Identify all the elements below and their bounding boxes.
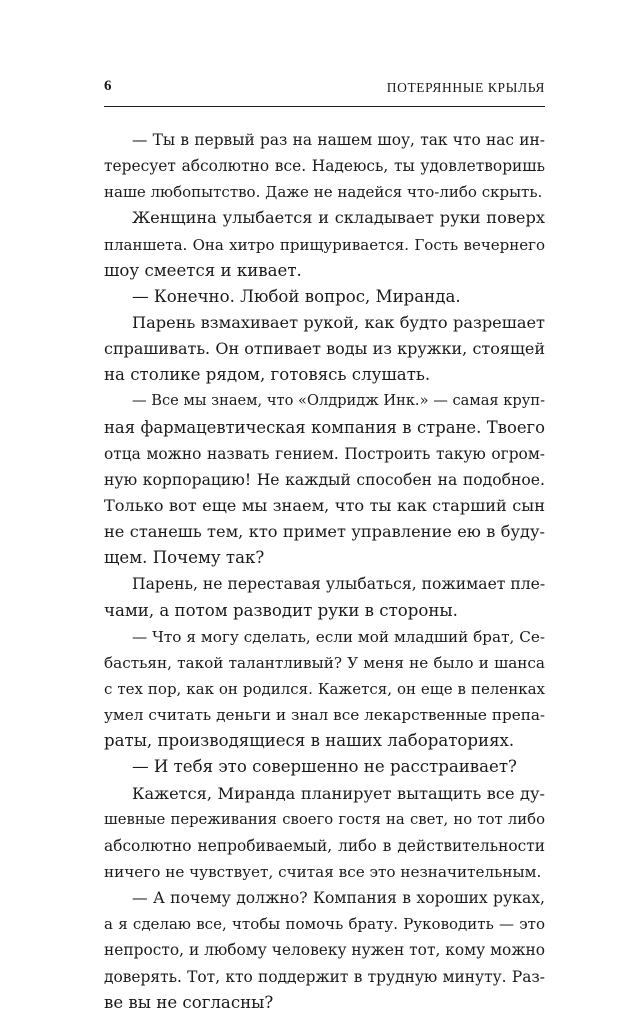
- text-line: тересует абсолютно все. Надеюсь, ты удовлетворишь: [104, 157, 545, 176]
- text-line: — Ты в первый раз на нашем шоу, так что нас ин-: [132, 131, 545, 149]
- text-line: шоу смеется и кивает.: [104, 260, 302, 280]
- text-line: Кажется, Миранда планирует вытащить все ду-: [132, 783, 545, 803]
- text-line: доверять. Тот, кто поддержит в трудную минуту. Раз-: [104, 967, 545, 986]
- text-line: Парень взмахивает рукой, как будто разрешает: [132, 312, 545, 332]
- text-line: — Конечно. Любой вопрос, Миранда.: [132, 286, 461, 306]
- text-line: непросто, и любому человеку нужен тот, кому можно: [104, 941, 545, 960]
- text-line: на столике рядом, готовясь слушать.: [104, 365, 431, 385]
- text-line: Только вот еще мы знаем, что ты как старший сын: [104, 495, 545, 515]
- text-line: Женщина улыбается и складывает руки поверх: [132, 208, 545, 228]
- text-line: ная фармацевтическая компания в стране. Твоего: [104, 417, 545, 437]
- text-line: ве вы не согласны?: [104, 992, 274, 1012]
- text-line: ную корпорацию! Не каждый способен на подобное.: [104, 470, 545, 489]
- text-line: а я сделаю все, чтобы помочь брату. Руководить — это: [104, 915, 545, 934]
- header-rule: [104, 106, 545, 107]
- text-line: ничего не чувствует, считая все это незначительным.: [104, 862, 542, 881]
- text-line: спрашивать. Он отпивает воды из кружки, стоящей: [104, 339, 545, 359]
- text-line: с тех пор, как он родился. Кажется, он еще в пеленках: [104, 679, 545, 698]
- body-text: [104, 127, 545, 1016]
- text-line: наше любопытство. Даже не надейся что-либо скрыть.: [104, 183, 543, 202]
- page-number: 6: [104, 78, 112, 94]
- text-line: чами, а потом разводит руки в стороны.: [104, 600, 458, 620]
- text-line: шевные переживания своего гостя на свет, но тот либо: [104, 810, 545, 828]
- text-line: — И тебя это совершенно не расстраивает?: [132, 757, 517, 777]
- text-line: абсолютно непробиваемый, либо в действительности: [104, 836, 545, 855]
- text-line: Парень, не переставая улыбаться, пожимает пле-: [132, 575, 546, 594]
- text-line: отца можно назвать гением. Построить такую огром-: [104, 444, 545, 463]
- text-line: бастьян, такой талантливый? У меня не было и шанса: [104, 653, 545, 672]
- text-line: щем. Почему так?: [104, 548, 265, 568]
- text-line: — Что я могу сделать, если мой младший брат, Се-: [132, 627, 545, 646]
- text-line: раты, производящиеся в наших лабораториях.: [104, 731, 515, 751]
- text-line: не станешь тем, кто примет управление ею в буду-: [104, 522, 545, 542]
- text-line: умел считать деньги и знал все лекарственные препа-: [104, 706, 545, 725]
- running-title: ПОТЕРЯННЫЕ КРЫЛЬЯ: [386, 80, 545, 95]
- text-line: — Все мы знаем, что «Олдридж Инк.» — самая круп-: [132, 392, 545, 410]
- page-header: [104, 76, 545, 100]
- text-line: планшета. Она хитро прищуривается. Гость вечернего: [104, 235, 545, 254]
- text-line: — А почему должно? Компания в хороших руках,: [132, 889, 545, 908]
